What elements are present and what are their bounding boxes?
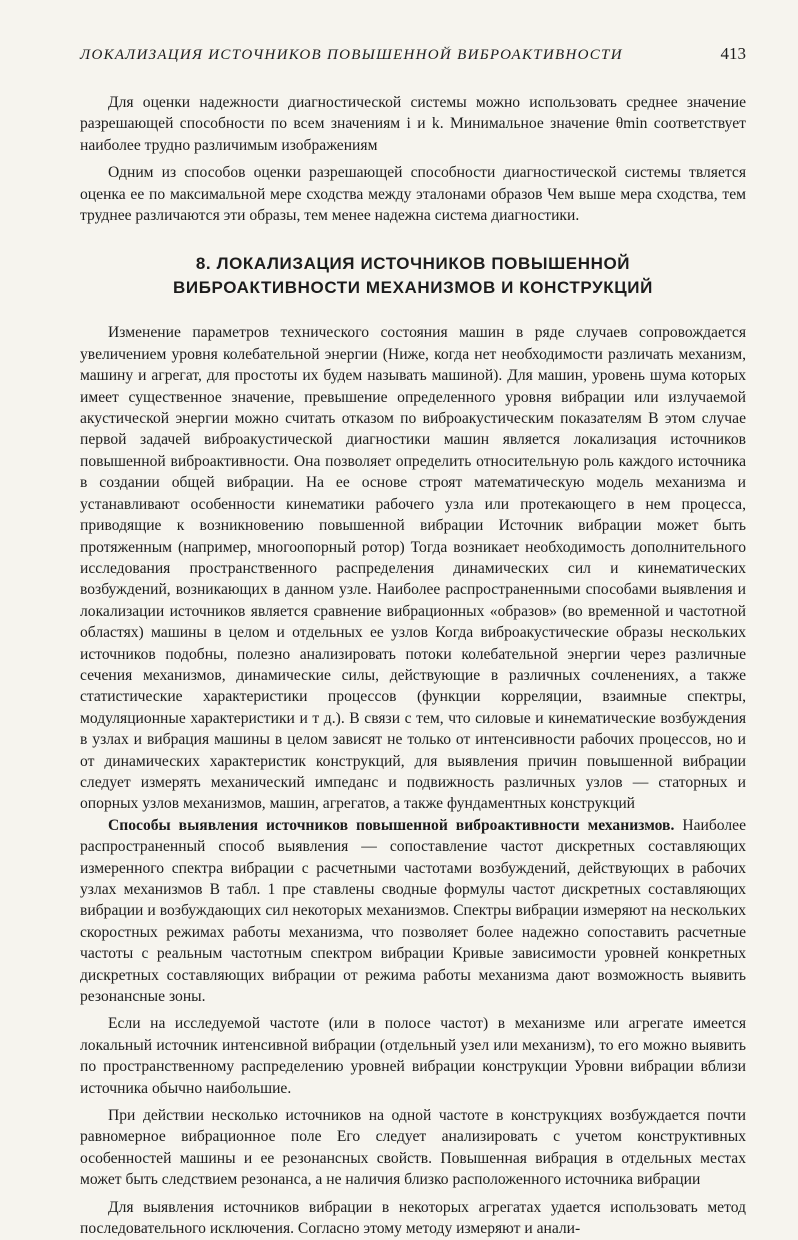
paragraph-reliability: Для оценки надежности диагностической системы можно использовать среднее значение разрешающей способности по всем значениям i и k. Минимальное значение θmin соответствует наиболее трудно различимым изображениям — [80, 94, 746, 154]
page-header — [80, 44, 746, 64]
running-title: ЛОКАЛИЗАЦИЯ ИСТОЧНИКОВ ПОВЫШЕННОЙ ВИБРОАКТИВНОСТИ — [80, 47, 623, 63]
page-number: 413 — [720, 44, 746, 63]
paragraph-multiple-sources: При действии несколько источников на одной частоте в конструкциях возбуждается почти равномерное вибрационное поле Его следует анализировать с учетом конструктивных особенностей машины и ее резонансных свойств. Повышенная вибрация в отдельных местах может быть следствием резонанса, а не наличия близко расположенного источника вибрации — [80, 1107, 746, 1189]
section-heading-line-2: ВИБРОАКТИВНОСТИ МЕХАНИЗМОВ И КОНСТРУКЦИЙ — [173, 278, 653, 298]
methods-text: Наиболее распространенный способ выявления — сопоставление частот дискретных составляющих измеренного спектра вибрации с расчетными частотами возбуждений, действующих в рабочих узлах механизмов В табл. 1 пре ставлены сводные формулы частот дискретных составляющих вибрации и возбуждающих сил некоторых механизмов. Спектры вибрации измеряют на нескольких скоростных режимах работы механизма, что позволяет более надежно сопоставить расчетные частоты с реальным частотным спектром вибрации Кривые зависимости уровней конкретных дискретных составляющих вибрации от режима работы механизма дают возможность выявить резонансные зоны. — [80, 816, 746, 1006]
paragraph-exclusion-method: Для выявления источников вибрации в некоторых агрегатах удается использовать метод последовательного исключения. Согласно этому методу измеряют и анали- — [80, 1198, 746, 1238]
section-heading — [80, 252, 746, 300]
section-heading-line-1: 8. ЛОКАЛИЗАЦИЯ ИСТОЧНИКОВ ПОВЫШЕННОЙ — [195, 254, 631, 274]
paragraph-localization: Изменение параметров технического состояния машин в ряде случаев сопровождается увеличением уровня колебательной энергии (Ниже, когда нет необходимости различать механизм, машину и агрегат, для простоты их будем называть машиной). Для машин, уровень шума которых имеет существенное значение, превышение определенного уровня вибрации или излучаемой акустической энергии можно считать отказом по виброакустическим показателям В этом случае первой задачей виброакустической диагностики машин является локализация источников повышенной виброактивности. Она позволяет определить относительную роль каждого источника в создании общей вибрации. На ее основе строят математическую модель механизма и устанавливают особенности кинематики рабочего узла или протекающего в нем процесса, приводящие к возникновению повышенной вибрации Источник вибрации может быть протяженным (например, многоопорный ротор) Тогда возникает необходимость дополнительного исследования пространственного распределения динамических сил и кинематических возбуждений, возникающих в данном узле. Наиболее распространенными способами выявления и локализации источников является сравнение вибрационных «образов» (во временной и частотной областях) машины в целом и отдельных ее узлов Когда виброакустические образы нескольких источников подобны, полезно анализировать потоки колебательной энергии через различные сечения механизмов, динамические силы, действующие в различных сочленениях, а также статистические характеристики процессов (функции корреляции, взаимные спектры, модуляционные характеристики и т д.). В связи с тем, что силовые и кинематические возбуждения в узлах и вибрация машины в целом зависят не только от интенсивности рабочих процессов, но и от динамических характеристик конструкций, для выявления причин повышенной вибрации следует измерять механический импеданс и подвижность различных узлов — статорных и опорных узлов механизмов, машин, агрегатов, а также фундаментных конструкций — [80, 324, 746, 813]
paragraph-similarity: Одним из способов оценки разрешающей способности диагностической системы твляется оценка ее по максимальной мере сходства между эталонами образов Чем выше мера сходства, тем труднее различаются эти образы, тем менее надежна система диагностики. — [80, 164, 746, 225]
paragraph-local-source: Если на исследуемой частоте (или в полосе частот) в механизме или агрегате имеется локальный источник интенсивной вибрации (отдельный узел или механизм), то его можно выявить по пространственному распределению уровней вибрации конструкции Уровни вибрации вблизи источника обычно наибольшие. — [80, 1015, 746, 1097]
methods-lead: Способы выявления источников повышенной виброактивности механизмов. — [108, 816, 675, 834]
paragraph-methods — [80, 815, 746, 1008]
page-body — [80, 92, 746, 1240]
